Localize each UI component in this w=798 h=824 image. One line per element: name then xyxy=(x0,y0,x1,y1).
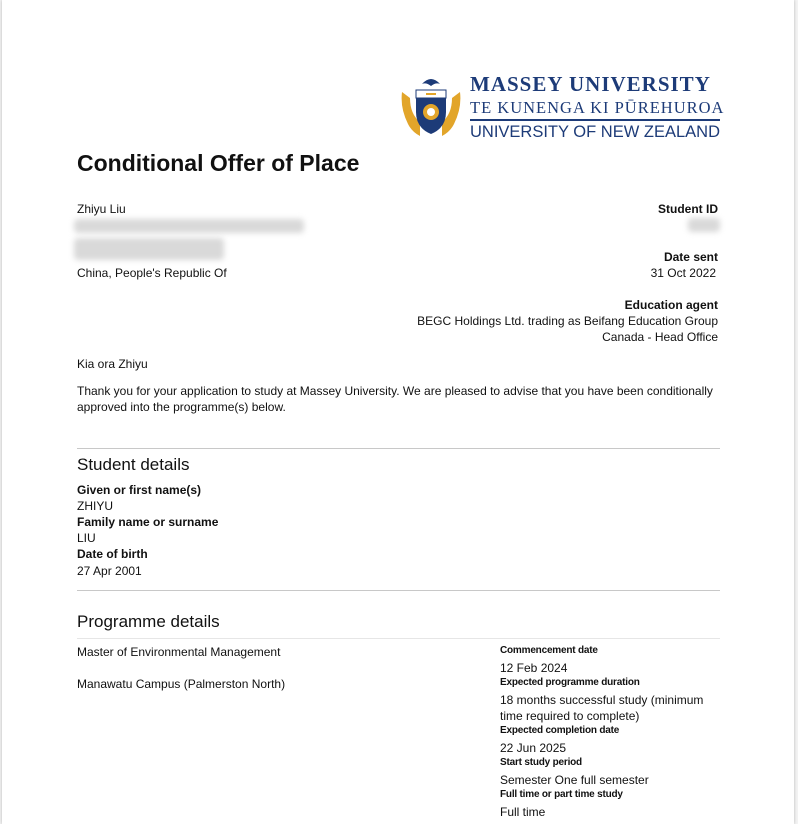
campus-name: Manawatu Campus (Palmerston North) xyxy=(77,677,286,691)
family-name-label: Family name or surname xyxy=(77,515,219,529)
recipient-name: Zhiyu Liu xyxy=(77,202,126,216)
education-agent-label: Education agent xyxy=(624,298,718,312)
document-title: Conditional Offer of Place xyxy=(77,150,360,176)
date-sent-label: Date sent xyxy=(663,250,718,264)
study-mode-label: Full time or part time study xyxy=(500,789,623,800)
logo-subtitle: UNIVERSITY OF NEW ZEALAND xyxy=(470,123,720,141)
given-name-label: Given or first name(s) xyxy=(77,483,202,497)
dob-label: Date of birth xyxy=(77,547,148,561)
intro-line: approved into the programme(s) below. xyxy=(77,400,286,414)
student-details-heading: Student details xyxy=(77,455,190,474)
intro-line: Thank you for your application to study at Massey University. We are pleased to advise that you have been conditionally xyxy=(77,384,713,398)
university-logo xyxy=(398,70,725,142)
programme-details-heading: Programme details xyxy=(77,612,220,631)
duration-value-cont: time required to complete) xyxy=(500,709,640,723)
education-agent-name: BEGC Holdings Ltd. trading as Beifang Education Group xyxy=(417,314,718,328)
commencement-label: Commencement date xyxy=(500,645,598,656)
intro-paragraph xyxy=(77,383,717,415)
duration-value: 18 months successful study (minimum xyxy=(500,693,704,707)
given-name-value: ZHIYU xyxy=(77,499,113,513)
recipient-country: China, People's Republic Of xyxy=(77,266,227,280)
section-divider xyxy=(77,448,720,449)
study-mode-value: Full time xyxy=(500,805,546,819)
dob-value: 27 Apr 2001 xyxy=(77,564,142,578)
completion-value: 22 Jun 2025 xyxy=(500,741,567,755)
commencement-value: 12 Feb 2024 xyxy=(500,661,568,675)
section-divider-thin xyxy=(77,638,720,639)
student-id-label: Student ID xyxy=(658,202,718,216)
logo-divider xyxy=(470,119,720,121)
greeting: Kia ora Zhiyu xyxy=(77,357,148,371)
section-divider xyxy=(77,590,720,591)
completion-label: Expected completion date xyxy=(500,725,620,736)
redacted-student-id xyxy=(688,218,720,232)
family-name-value: LIU xyxy=(77,531,96,545)
start-period-label: Start study period xyxy=(500,757,582,768)
logo-maori-name: TE KUNENGA KI PŪREHUROA xyxy=(470,98,725,117)
education-agent-office: Canada - Head Office xyxy=(602,330,718,344)
duration-label: Expected programme duration xyxy=(500,677,640,688)
programme-name: Master of Environmental Management xyxy=(77,645,281,659)
redacted-address xyxy=(74,238,224,260)
university-crest-icon xyxy=(398,74,464,140)
offer-letter-page xyxy=(2,0,794,824)
logo-university-name: MASSEY UNIVERSITY xyxy=(470,72,711,96)
start-period-value: Semester One full semester xyxy=(500,773,649,787)
date-sent-value: 31 Oct 2022 xyxy=(650,266,716,280)
redacted-address xyxy=(74,219,304,233)
